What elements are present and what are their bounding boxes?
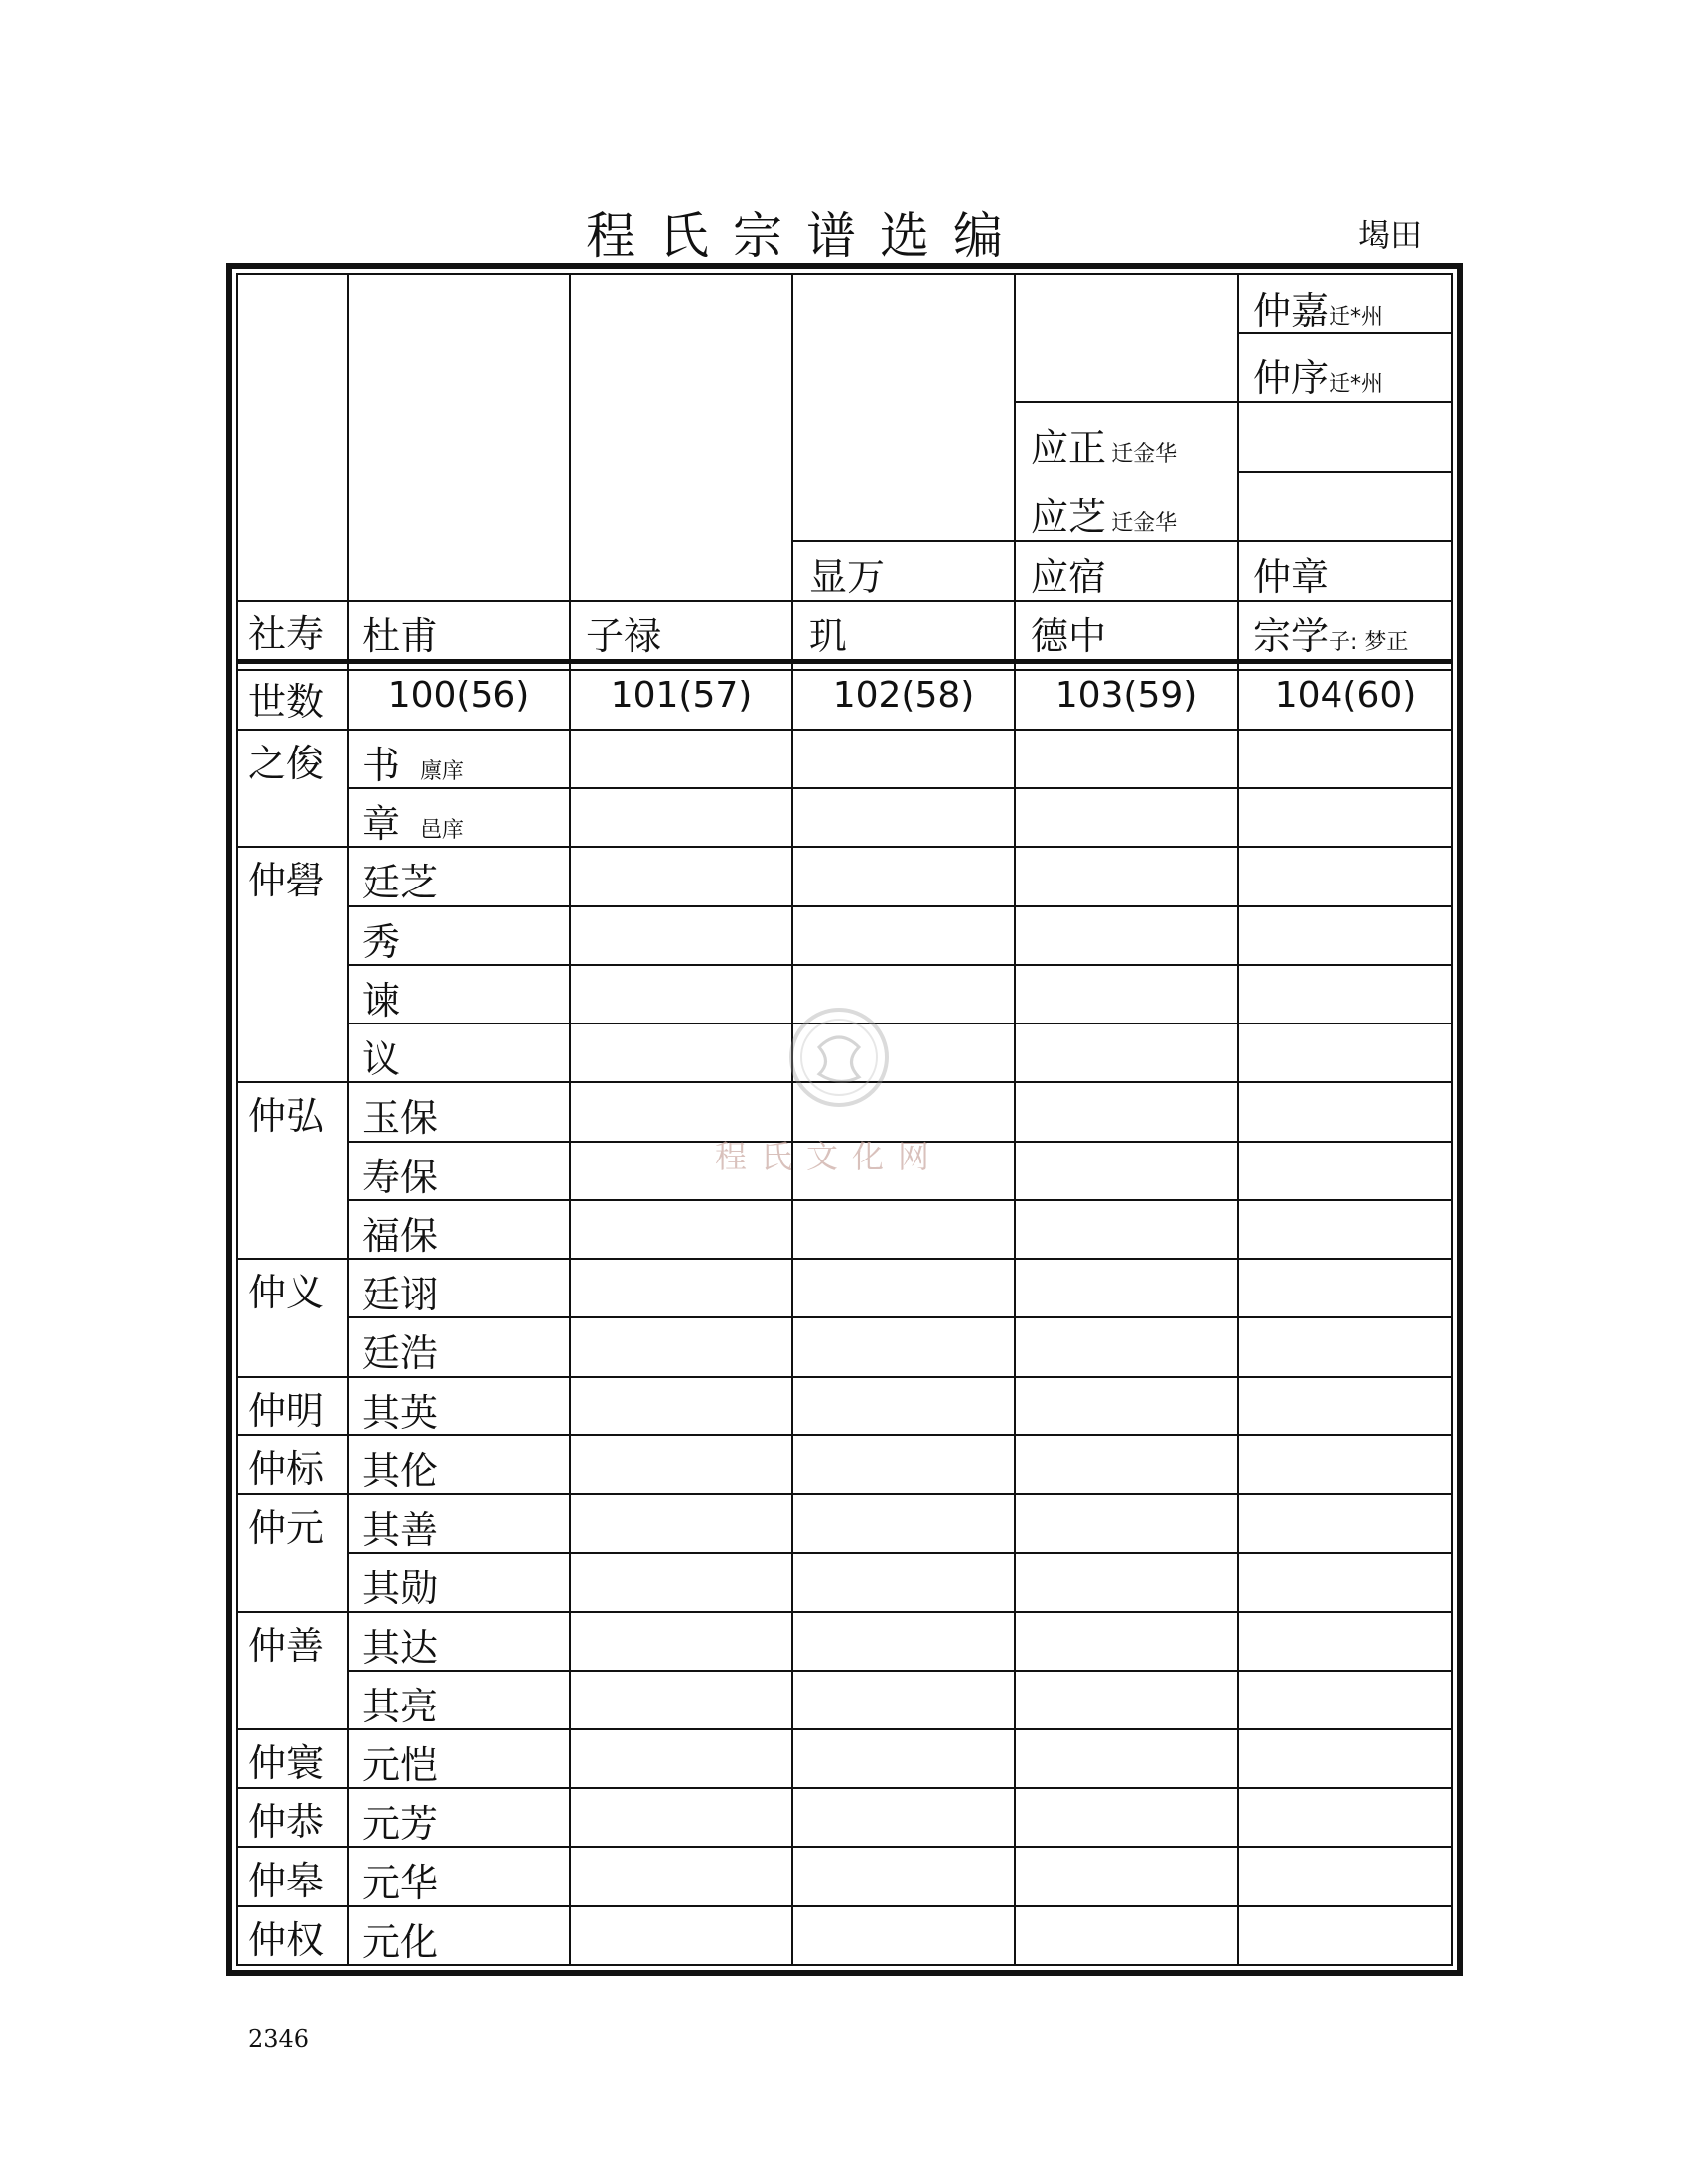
section-divider-thin: [236, 669, 1453, 671]
row-divider: [347, 1670, 1453, 1672]
row-divider: [236, 1493, 1453, 1495]
parent-name: 仲善: [248, 1623, 325, 1668]
col-line-2: [569, 273, 571, 1966]
person-name: 应芝: [1031, 495, 1107, 539]
parent-name: 仲标: [248, 1446, 325, 1491]
row-line-c6-3: [1237, 471, 1453, 473]
row-divider: [236, 1846, 1453, 1848]
col-line-5: [1237, 273, 1239, 1966]
parent-name: 仲元: [248, 1506, 325, 1551]
child-entry: [362, 1087, 438, 1142]
child-name: 元恺: [362, 1743, 439, 1788]
child-entry: [362, 1617, 438, 1672]
row-divider: [236, 1434, 1453, 1436]
row-divider: [347, 1023, 1453, 1024]
child-entry: [362, 1499, 438, 1554]
child-name: 寿保: [362, 1155, 439, 1199]
child-name: 廷诩: [362, 1273, 439, 1317]
child-name: 其伦: [362, 1448, 439, 1493]
child-name: 其英: [362, 1390, 439, 1434]
top-c6-r5: 仲章: [1253, 555, 1330, 599]
person-note: 迁金华: [1111, 442, 1178, 467]
gen-value-4: 103(59): [1055, 675, 1197, 716]
row-divider: [347, 1199, 1453, 1201]
child-entry: [362, 1793, 438, 1847]
top-c6-r2: [1253, 347, 1383, 402]
child-name: 元化: [362, 1919, 439, 1964]
person-note: 迁*州: [1329, 372, 1384, 397]
col-line-3: [791, 273, 793, 1966]
gen-row-line: [236, 729, 1453, 731]
top-c5-r5: 应宿: [1031, 555, 1107, 599]
child-name: 玉保: [362, 1096, 439, 1141]
child-name: 谏: [362, 978, 401, 1023]
child-entry: [362, 1028, 400, 1083]
gen-label: 世数: [248, 680, 325, 724]
top-c4-r5: 显万: [809, 555, 886, 599]
gen-value-1: 100(56): [387, 675, 530, 716]
child-entry: [362, 911, 400, 966]
person-name: 宗学: [1253, 614, 1330, 658]
row-divider: [347, 964, 1453, 966]
child-name: 廷浩: [362, 1331, 439, 1376]
child-entry: [362, 1440, 438, 1495]
child-entry: [362, 1734, 438, 1789]
parent-name: 仲明: [248, 1388, 325, 1433]
top-r6-c5: 德中: [1031, 614, 1107, 658]
top-c6-r1: [1253, 280, 1383, 335]
page-number: 2346: [248, 2025, 310, 2053]
child-entry: [362, 1852, 438, 1907]
top-r6-c2: 杜甫: [362, 614, 439, 658]
top-c5-r3: [1031, 417, 1177, 472]
top-r6-c4: 玑: [809, 614, 848, 658]
child-name: 廷芝: [362, 861, 439, 905]
row-divider: [347, 787, 1453, 789]
parent-name: 仲寰: [248, 1741, 325, 1786]
child-name: 元芳: [362, 1802, 439, 1846]
row-divider: [236, 1376, 1453, 1378]
parent-name: 仲义: [248, 1271, 325, 1315]
child-entry: [362, 1322, 438, 1377]
child-entry: [362, 1205, 438, 1260]
child-name: 秀: [362, 919, 401, 964]
parent-name: 仲弘: [248, 1094, 325, 1139]
gen-value-3: 102(58): [832, 675, 975, 716]
child-entry: [362, 1382, 438, 1436]
person-note: 迁*州: [1329, 305, 1384, 330]
child-name: 议: [362, 1037, 401, 1082]
page-title: 程氏宗谱选编: [586, 207, 1027, 265]
person-note: 迁金华: [1111, 511, 1178, 536]
child-name: 福保: [362, 1213, 439, 1258]
child-entry: [362, 793, 464, 848]
top-r6-c3: 子禄: [586, 614, 662, 658]
child-entry: [362, 1264, 438, 1318]
row-line-c56-2: [1014, 401, 1453, 403]
child-name: 章: [362, 802, 401, 847]
col-line-1: [347, 273, 349, 1966]
parent-name: 仲权: [248, 1917, 325, 1962]
child-name: 其达: [362, 1625, 439, 1670]
parent-name: 之俊: [248, 742, 325, 785]
row-divider: [347, 1552, 1453, 1554]
child-note: 廪庠: [420, 759, 465, 784]
person-name: 仲序: [1253, 356, 1330, 400]
col-line-4: [1014, 273, 1016, 1966]
child-name: 其善: [362, 1508, 439, 1553]
child-entry: [362, 1558, 438, 1612]
child-name: 其亮: [362, 1684, 439, 1728]
parent-name: 仲皋: [248, 1858, 325, 1903]
row-divider: [236, 1728, 1453, 1730]
row-divider: [347, 905, 1453, 907]
row-divider: [236, 846, 1453, 848]
seal-watermark-icon: [784, 1003, 894, 1112]
row-divider: [236, 1611, 1453, 1613]
parent-name: 仲礐: [248, 859, 325, 903]
row-divider: [347, 1316, 1453, 1318]
top-r6-c6: [1253, 606, 1408, 660]
person-name: 应正: [1031, 426, 1107, 470]
child-name: 其勋: [362, 1567, 439, 1611]
gen-value-5: 104(60): [1274, 675, 1417, 716]
child-note: 邑庠: [420, 818, 465, 844]
child-entry: [362, 852, 438, 906]
row-divider: [236, 1787, 1453, 1789]
child-entry: [362, 735, 464, 789]
gen-value-2: 101(57): [610, 675, 753, 716]
person-name: 仲嘉: [1253, 289, 1330, 333]
parent-name: 仲恭: [248, 1800, 325, 1844]
child-entry: [362, 1147, 438, 1201]
row-divider: [236, 1905, 1453, 1907]
watermark-text: 程氏文化网: [715, 1138, 944, 1175]
row-divider: [236, 1258, 1453, 1260]
place-name: 堨田: [1358, 216, 1423, 254]
child-entry: [362, 1911, 438, 1966]
child-entry: [362, 1676, 438, 1730]
person-note: 子: 梦正: [1329, 630, 1409, 655]
top-r6-c1: 社寿: [248, 613, 325, 656]
top-c5-r4: [1031, 486, 1177, 541]
child-entry: [362, 970, 400, 1024]
child-name: 书: [362, 744, 401, 787]
child-name: 元华: [362, 1860, 439, 1905]
